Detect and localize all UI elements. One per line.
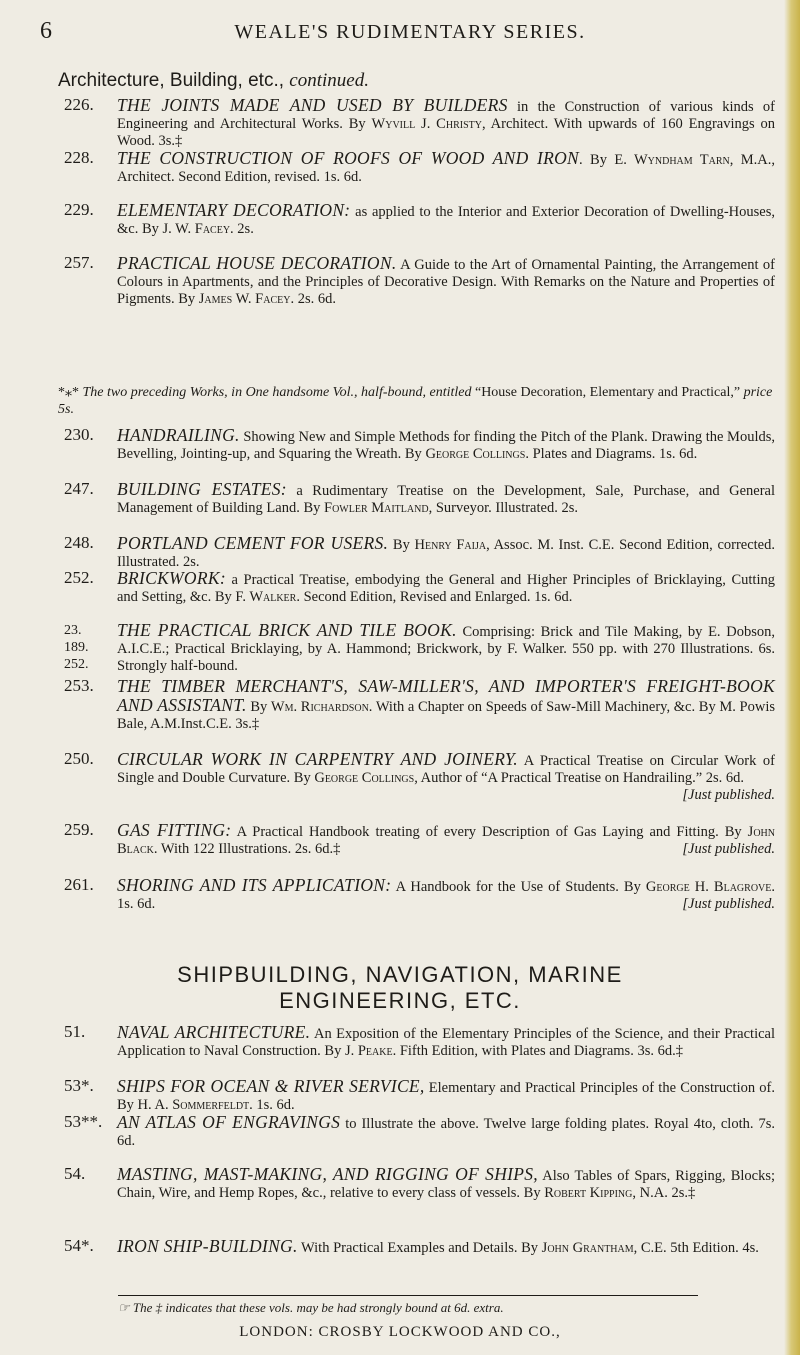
entry-title: PORTLAND CEMENT FOR USERS.: [117, 533, 389, 553]
entry-rest: . 1s. 6d.: [249, 1097, 295, 1113]
entry-text: [117, 751, 775, 804]
entry-text: [117, 1238, 775, 1257]
entry-number: 54*.: [64, 1236, 94, 1255]
entry-title: SHIPS FOR OCEAN & RIVER SERVICE,: [117, 1076, 425, 1096]
entry-desc: to Illustrate the above. Twelve large folding plates. Royal 4to, cloth. 7s. 6d.: [117, 1116, 775, 1149]
entry-number: 51.: [64, 1022, 86, 1041]
entry-author: Fowler Maitland: [324, 500, 429, 516]
entry-author: George H. Blagrove: [645, 879, 772, 895]
entry-rest: , M.A., Architect. Second Edition, revised. 1s. 6d.: [117, 152, 776, 185]
entry-desc: An Exposition of the Elementary Principles of the Science, and their Practical Application to Naval Construction. By: [117, 1026, 776, 1059]
entry-desc: a Practical Treatise, embodying the General and Higher Principles of Bricklaying, Cutting and Setting, &c. By: [117, 572, 775, 605]
entry-author: George Collings: [425, 446, 526, 462]
entry-title: HANDRAILING.: [117, 425, 240, 445]
entry-number: 253.: [64, 676, 94, 695]
entry-text: [117, 1166, 775, 1202]
entry-title: SHORING AND ITS APPLICATION:: [117, 875, 392, 895]
section-heading-main: Architecture, Building, etc.,: [58, 70, 290, 91]
entry-rest: , C.E. 5th Edition. 4s.: [633, 1240, 759, 1256]
entry-desc: A Practical Treatise on Circular Work of Single and Double Curvature. By: [117, 753, 775, 786]
entry-rest: . 1s. 6d.: [117, 879, 775, 912]
entry-desc: With Practical Examples and Details. By: [297, 1240, 542, 1256]
entry-rest: , Assoc. M. Inst. C.E. Second Edition, corrected. Illustrated. 2s.: [117, 537, 775, 570]
note-mark: *⁎*: [58, 385, 83, 400]
entry-number: 229.: [64, 200, 94, 219]
entry-number: 228.: [64, 148, 94, 167]
entry-desc: as applied to the Interior and Exterior Decoration of Dwelling-Houses, &c. By: [117, 204, 776, 237]
entry-number: 54.: [64, 1164, 86, 1183]
entry-text: [117, 570, 775, 606]
entry-number: 247.: [64, 479, 94, 498]
entry-rest: . Fifth Edition, with Plates and Diagrams. 3s. 6d.‡: [392, 1043, 683, 1059]
just-published-note: [Just published.: [682, 896, 775, 912]
entry-text: [117, 1024, 775, 1060]
entry-author: E. Wyndham Tarn: [614, 152, 730, 168]
entry-title: BUILDING ESTATES:: [117, 479, 287, 499]
entry-text: [117, 427, 775, 463]
footnote: ☞ The ‡ indicates that these vols. may be had strongly bound at 6d. extra.: [118, 1300, 504, 1315]
entry-author: Wm. Richardson: [270, 699, 369, 715]
entry-author: Wyvill J. Christy: [371, 116, 482, 132]
entry-desc: By: [388, 537, 415, 553]
entry-rest: , Author of “A Practical Treatise on Handrailing.” 2s. 6d.: [414, 770, 745, 786]
entry-text: [117, 877, 775, 913]
entry-rest: , N.A. 2s.‡: [632, 1185, 696, 1201]
entry-number: 259.: [64, 820, 94, 839]
entry-desc: a Rudimentary Treatise on the Development, Sale, Purchase, and General Management of Building Land. By: [117, 483, 775, 516]
entry-text: [117, 150, 775, 186]
entry-text: [117, 202, 775, 238]
entry-text: [117, 622, 775, 675]
entry-title: THE CONSTRUCTION OF ROOFS OF WOOD AND IRON: [117, 148, 580, 168]
entry-number: 248.: [64, 533, 94, 552]
entry-title: BRICKWORK:: [117, 568, 226, 588]
entry-rest: . With 122 Illustrations. 2s. 6d.‡: [153, 841, 341, 857]
entry-text: [117, 1078, 775, 1114]
entry-rest: . 2s.: [230, 221, 254, 237]
entry-rest: . With a Chapter on Speeds of Saw-Mill Machinery, &c. By M. Powis Bale, A.M.Inst.C.E. 3s.‡: [117, 699, 775, 732]
entry-desc: A Practical Handbook treating of every Description of Gas Laying and Fitting. By: [231, 824, 748, 840]
just-published-note: [Just published.: [682, 841, 775, 857]
entry-text: [117, 535, 775, 571]
entry-desc: in the Construction of various kinds of Engineering and Architectural Works. By: [117, 99, 775, 132]
entry-desc: Showing New and Simple Methods for finding the Pitch of the Plank. Drawing the Moulds, Bevelling, Jointing-up, and Squaring the Wreath. By: [117, 429, 775, 462]
combined-volume-note: [58, 384, 778, 418]
series-title: WEALE'S RUDIMENTARY SERIES.: [234, 21, 586, 43]
entry-text: [117, 1114, 775, 1150]
note-price: price 5s.: [58, 385, 773, 417]
entry-rest: . Plates and Diagrams. 1s. 6d.: [525, 446, 698, 462]
just-published-note: [Just published.: [682, 787, 775, 803]
section-heading: [58, 70, 369, 92]
entry-desc: By: [246, 699, 271, 715]
entry-desc: A Handbook for the Use of Students. By: [391, 879, 646, 895]
entry-author: John Grantham: [541, 1240, 634, 1256]
entry-title: GAS FITTING:: [117, 820, 232, 840]
entry-author: Henry Faija: [414, 537, 487, 553]
entry-number: 250.: [64, 749, 94, 768]
entry-rest: . 2s. 6d.: [290, 291, 336, 307]
entry-number: 53*.: [64, 1076, 94, 1095]
entry-desc: Also Tables of Spars, Rigging, Blocks; Chain, Wire, and Hemp Ropes, &c., relative to every class of vessels. By: [117, 1168, 775, 1201]
entry-text: [117, 97, 775, 150]
entry-title: THE TIMBER MERCHANT'S, SAW-MILLER'S, AND IMPORTER'S FREIGHT-BOOK AND ASSISTANT.: [117, 676, 775, 715]
entry-text: [117, 255, 775, 308]
entry-number: 257.: [64, 253, 94, 272]
publisher-imprint: LONDON: CROSBY LOCKWOOD AND CO.,: [239, 1324, 561, 1340]
shipbuilding-heading-line1: SHIPBUILDING, NAVIGATION, MARINE: [177, 962, 623, 987]
entry-author: J. Peake: [344, 1043, 393, 1059]
entry-title: ELEMENTARY DECORATION:: [117, 200, 351, 220]
entry-author: John Black: [117, 824, 775, 857]
page-header: [40, 18, 780, 48]
entry-author: F. Walker: [235, 589, 297, 605]
entry-number: 226.: [64, 95, 94, 114]
entry-title: THE JOINTS MADE AND USED BY BUILDERS: [117, 95, 508, 115]
note-title: “House Decoration, Elementary and Practical,”: [474, 385, 741, 400]
entry-desc: Elementary and Practical Principles of the Construction of. By: [117, 1080, 776, 1113]
entry-desc: Comprising: Brick and Tile Making, by E. Dobson, A.I.C.E.; Practical Bricklaying, by A. Hammond; Brickwork, by F. Walker. 550 pp. with 270 Illustrations. 6s. Strongly half-bound.: [117, 624, 775, 674]
page-edge: [784, 0, 800, 1355]
entry-title: THE PRACTICAL BRICK AND TILE BOOK.: [117, 620, 457, 640]
entry-author: George Collings: [314, 770, 415, 786]
shipbuilding-heading-line2: ENGINEERING, ETC.: [279, 988, 521, 1013]
page-number: 6: [40, 18, 52, 44]
entry-title: NAVAL ARCHITECTURE.: [117, 1022, 311, 1042]
note-text: The two preceding Works, in One handsome Vol., half-bound, entitled: [82, 385, 475, 400]
entry-desc: A Guide to the Art of Ornamental Painting, the Arrangement of Colours in Apartments, and the Principles of Decorative Design. With Remarks on the Nature and Properties of Pigments. By: [117, 257, 775, 307]
entry-rest: . Second Edition, Revised and Enlarged. 1s. 6d.: [296, 589, 573, 605]
entry-author: H. A. Sommerfeldt: [137, 1097, 250, 1113]
entry-title: IRON SHIP-BUILDING.: [117, 1236, 298, 1256]
entry-author: Robert Kipping: [544, 1185, 633, 1201]
entry-text: [117, 678, 775, 733]
entry-rest: , Surveyor. Illustrated. 2s.: [428, 500, 578, 516]
entry-title: MASTING, MAST-MAKING, AND RIGGING OF SHIPS,: [117, 1164, 538, 1184]
entry-text: [117, 481, 775, 517]
entry-number: 252.: [64, 568, 94, 587]
entry-title: CIRCULAR WORK IN CARPENTRY AND JOINERY.: [117, 749, 518, 769]
entry-text: [117, 822, 775, 858]
footnote-rule: [118, 1295, 698, 1296]
entry-title: AN ATLAS OF ENGRAVINGS: [117, 1112, 341, 1132]
entry-author: J. W. Facey: [162, 221, 231, 237]
entry-number: 261.: [64, 875, 94, 894]
entry-title: PRACTICAL HOUSE DECORATION.: [117, 253, 397, 273]
entry-rest: , Architect. With upwards of 160 Engravings on Wood. 3s.‡: [117, 116, 775, 149]
entry-author: James W. Facey: [198, 291, 291, 307]
section-heading-continued: continued.: [289, 70, 369, 91]
entry-number: 230.: [64, 425, 94, 444]
entry-number: 53**.: [64, 1112, 103, 1131]
entry-desc: . By: [579, 152, 615, 168]
entry-number: 23. 189. 252.: [64, 623, 89, 672]
